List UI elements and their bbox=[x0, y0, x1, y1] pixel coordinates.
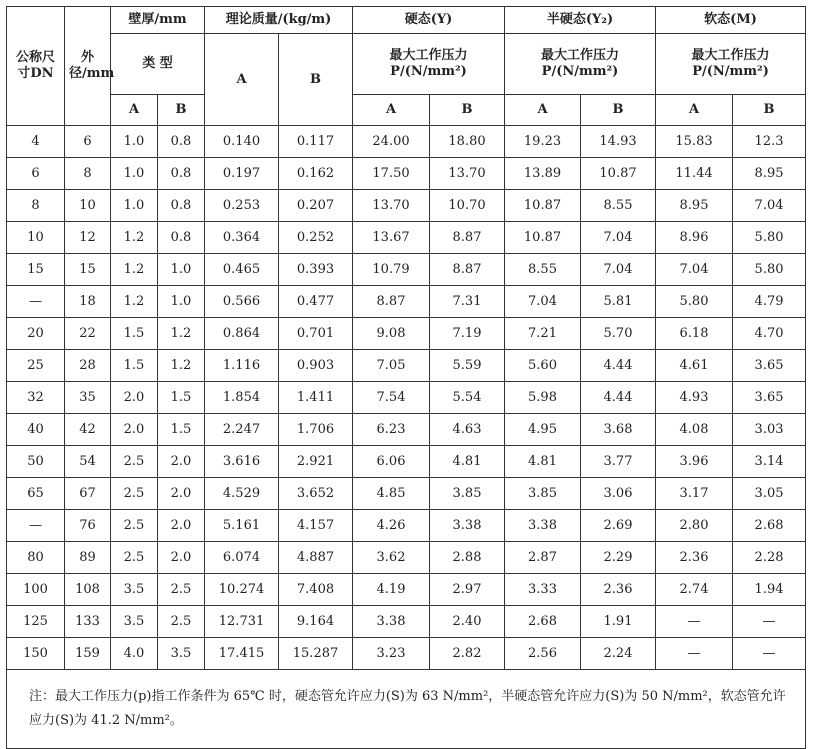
cell-semihard-a: 19.23 bbox=[505, 126, 581, 158]
cell-od: 15 bbox=[65, 254, 111, 286]
cell-mass-a: 10.274 bbox=[205, 574, 279, 606]
cell-mass-b: 15.287 bbox=[279, 638, 353, 670]
cell-wall-a: 1.2 bbox=[111, 254, 158, 286]
cell-soft-a: 4.08 bbox=[656, 414, 733, 446]
cell-hard-a: 3.38 bbox=[353, 606, 430, 638]
cell-semihard-b: 1.91 bbox=[581, 606, 656, 638]
cell-wall-b: 2.0 bbox=[158, 510, 205, 542]
cell-hard-a: 8.87 bbox=[353, 286, 430, 318]
cell-wall-a: 1.5 bbox=[111, 318, 158, 350]
cell-hard-a: 6.06 bbox=[353, 446, 430, 478]
header-semihard-a: A bbox=[505, 95, 581, 126]
cell-dn: 6 bbox=[7, 158, 65, 190]
cell-hard-b: 5.54 bbox=[430, 382, 505, 414]
cell-semihard-a: 4.95 bbox=[505, 414, 581, 446]
cell-hard-a: 6.23 bbox=[353, 414, 430, 446]
cell-soft-b: 3.65 bbox=[733, 350, 806, 382]
cell-dn: — bbox=[7, 286, 65, 318]
cell-od: 35 bbox=[65, 382, 111, 414]
cell-wall-a: 1.0 bbox=[111, 126, 158, 158]
cell-hard-b: 4.63 bbox=[430, 414, 505, 446]
cell-mass-b: 4.887 bbox=[279, 542, 353, 574]
cell-dn: 8 bbox=[7, 190, 65, 222]
table-row bbox=[7, 638, 806, 670]
cell-mass-a: 5.161 bbox=[205, 510, 279, 542]
table-row bbox=[7, 286, 806, 318]
table-row bbox=[7, 158, 806, 190]
cell-od: 54 bbox=[65, 446, 111, 478]
cell-hard-a: 4.19 bbox=[353, 574, 430, 606]
cell-wall-a: 1.2 bbox=[111, 222, 158, 254]
copper-pipe-spec-table bbox=[6, 6, 806, 749]
cell-semihard-a: 10.87 bbox=[505, 222, 581, 254]
cell-semihard-a: 10.87 bbox=[505, 190, 581, 222]
header-od: 外径/mm bbox=[65, 7, 111, 126]
cell-semihard-a: 7.21 bbox=[505, 318, 581, 350]
cell-semihard-a: 8.55 bbox=[505, 254, 581, 286]
cell-mass-a: 4.529 bbox=[205, 478, 279, 510]
cell-wall-a: 2.0 bbox=[111, 414, 158, 446]
cell-soft-b: 2.28 bbox=[733, 542, 806, 574]
cell-dn: 10 bbox=[7, 222, 65, 254]
cell-dn: 100 bbox=[7, 574, 65, 606]
cell-semihard-b: 4.44 bbox=[581, 350, 656, 382]
cell-semihard-b: 3.68 bbox=[581, 414, 656, 446]
header-semihard-b: B bbox=[581, 95, 656, 126]
cell-hard-a: 9.08 bbox=[353, 318, 430, 350]
cell-hard-a: 13.67 bbox=[353, 222, 430, 254]
cell-wall-a: 1.5 bbox=[111, 350, 158, 382]
table-row bbox=[7, 222, 806, 254]
cell-od: 42 bbox=[65, 414, 111, 446]
cell-hard-b: 3.38 bbox=[430, 510, 505, 542]
header-theoretical-mass: 理论质量/(kg/m) bbox=[205, 7, 353, 34]
header-row-1 bbox=[7, 7, 806, 34]
cell-mass-b: 0.903 bbox=[279, 350, 353, 382]
cell-mass-b: 0.117 bbox=[279, 126, 353, 158]
cell-soft-b: 2.68 bbox=[733, 510, 806, 542]
cell-soft-a: 2.74 bbox=[656, 574, 733, 606]
cell-dn: 32 bbox=[7, 382, 65, 414]
cell-mass-b: 0.701 bbox=[279, 318, 353, 350]
cell-soft-b: 7.04 bbox=[733, 190, 806, 222]
cell-wall-b: 0.8 bbox=[158, 158, 205, 190]
header-semihard-state: 半硬态(Y₂) bbox=[505, 7, 656, 34]
cell-wall-a: 1.0 bbox=[111, 190, 158, 222]
cell-soft-a: 8.95 bbox=[656, 190, 733, 222]
cell-hard-a: 7.05 bbox=[353, 350, 430, 382]
cell-mass-b: 9.164 bbox=[279, 606, 353, 638]
cell-hard-b: 8.87 bbox=[430, 222, 505, 254]
table-row bbox=[7, 382, 806, 414]
cell-semihard-b: 5.81 bbox=[581, 286, 656, 318]
cell-soft-b: 1.94 bbox=[733, 574, 806, 606]
cell-wall-b: 3.5 bbox=[158, 638, 205, 670]
table-row bbox=[7, 446, 806, 478]
cell-semihard-b: 4.44 bbox=[581, 382, 656, 414]
cell-hard-b: 2.97 bbox=[430, 574, 505, 606]
cell-wall-b: 0.8 bbox=[158, 126, 205, 158]
cell-dn: 40 bbox=[7, 414, 65, 446]
cell-semihard-b: 14.93 bbox=[581, 126, 656, 158]
cell-wall-b: 1.2 bbox=[158, 350, 205, 382]
cell-mass-a: 17.415 bbox=[205, 638, 279, 670]
cell-wall-a: 2.5 bbox=[111, 510, 158, 542]
header-mass-b: B bbox=[279, 34, 353, 126]
cell-hard-b: 5.59 bbox=[430, 350, 505, 382]
table-row bbox=[7, 478, 806, 510]
cell-soft-b: — bbox=[733, 638, 806, 670]
cell-wall-b: 2.0 bbox=[158, 478, 205, 510]
cell-soft-a: 5.80 bbox=[656, 286, 733, 318]
cell-dn: 4 bbox=[7, 126, 65, 158]
cell-mass-a: 6.074 bbox=[205, 542, 279, 574]
cell-soft-b: 5.80 bbox=[733, 222, 806, 254]
cell-semihard-a: 3.38 bbox=[505, 510, 581, 542]
header-soft-state: 软态(M) bbox=[656, 7, 806, 34]
cell-mass-a: 0.864 bbox=[205, 318, 279, 350]
cell-wall-b: 1.2 bbox=[158, 318, 205, 350]
cell-semihard-a: 2.87 bbox=[505, 542, 581, 574]
cell-mass-b: 3.652 bbox=[279, 478, 353, 510]
cell-hard-b: 13.70 bbox=[430, 158, 505, 190]
table-row bbox=[7, 126, 806, 158]
cell-hard-a: 4.26 bbox=[353, 510, 430, 542]
cell-dn: 65 bbox=[7, 478, 65, 510]
cell-soft-b: 3.14 bbox=[733, 446, 806, 478]
cell-mass-b: 7.408 bbox=[279, 574, 353, 606]
cell-soft-a: 4.61 bbox=[656, 350, 733, 382]
cell-mass-b: 1.411 bbox=[279, 382, 353, 414]
cell-wall-b: 1.0 bbox=[158, 254, 205, 286]
cell-soft-b: 3.05 bbox=[733, 478, 806, 510]
cell-soft-b: 3.65 bbox=[733, 382, 806, 414]
cell-soft-a: 3.17 bbox=[656, 478, 733, 510]
cell-wall-a: 2.5 bbox=[111, 478, 158, 510]
cell-semihard-a: 4.81 bbox=[505, 446, 581, 478]
cell-wall-a: 2.0 bbox=[111, 382, 158, 414]
cell-soft-a: 6.18 bbox=[656, 318, 733, 350]
cell-mass-b: 1.706 bbox=[279, 414, 353, 446]
cell-hard-a: 24.00 bbox=[353, 126, 430, 158]
cell-od: 6 bbox=[65, 126, 111, 158]
cell-soft-a: 3.96 bbox=[656, 446, 733, 478]
cell-soft-a: 4.93 bbox=[656, 382, 733, 414]
table-row bbox=[7, 574, 806, 606]
cell-hard-a: 17.50 bbox=[353, 158, 430, 190]
cell-dn: 25 bbox=[7, 350, 65, 382]
cell-soft-b: 3.03 bbox=[733, 414, 806, 446]
cell-wall-b: 1.5 bbox=[158, 414, 205, 446]
cell-od: 28 bbox=[65, 350, 111, 382]
header-row-2 bbox=[7, 34, 806, 95]
header-hard-a: A bbox=[353, 95, 430, 126]
header-soft-b: B bbox=[733, 95, 806, 126]
header-wall-b: B bbox=[158, 95, 205, 126]
cell-soft-b: 4.70 bbox=[733, 318, 806, 350]
header-hard-state: 硬态(Y) bbox=[353, 7, 505, 34]
cell-soft-a: 8.96 bbox=[656, 222, 733, 254]
cell-mass-a: 1.854 bbox=[205, 382, 279, 414]
cell-mass-b: 0.393 bbox=[279, 254, 353, 286]
table-row bbox=[7, 510, 806, 542]
cell-soft-a: 7.04 bbox=[656, 254, 733, 286]
cell-wall-a: 1.2 bbox=[111, 286, 158, 318]
cell-dn: — bbox=[7, 510, 65, 542]
cell-wall-b: 2.5 bbox=[158, 606, 205, 638]
cell-semihard-a: 2.68 bbox=[505, 606, 581, 638]
cell-semihard-b: 3.77 bbox=[581, 446, 656, 478]
cell-hard-a: 13.70 bbox=[353, 190, 430, 222]
cell-hard-a: 7.54 bbox=[353, 382, 430, 414]
cell-hard-b: 2.82 bbox=[430, 638, 505, 670]
cell-wall-b: 2.5 bbox=[158, 574, 205, 606]
table-row bbox=[7, 542, 806, 574]
cell-wall-a: 3.5 bbox=[111, 606, 158, 638]
cell-mass-b: 0.252 bbox=[279, 222, 353, 254]
cell-od: 8 bbox=[65, 158, 111, 190]
cell-hard-b: 8.87 bbox=[430, 254, 505, 286]
cell-semihard-a: 5.98 bbox=[505, 382, 581, 414]
table-body bbox=[7, 7, 806, 749]
cell-mass-a: 1.116 bbox=[205, 350, 279, 382]
cell-wall-b: 2.0 bbox=[158, 446, 205, 478]
cell-wall-a: 1.0 bbox=[111, 158, 158, 190]
cell-mass-a: 0.140 bbox=[205, 126, 279, 158]
cell-semihard-b: 8.55 bbox=[581, 190, 656, 222]
cell-semihard-a: 5.60 bbox=[505, 350, 581, 382]
header-mass-a: A bbox=[205, 34, 279, 126]
cell-semihard-a: 13.89 bbox=[505, 158, 581, 190]
cell-dn: 125 bbox=[7, 606, 65, 638]
cell-dn: 50 bbox=[7, 446, 65, 478]
cell-od: 10 bbox=[65, 190, 111, 222]
cell-semihard-a: 3.33 bbox=[505, 574, 581, 606]
cell-wall-b: 0.8 bbox=[158, 190, 205, 222]
cell-mass-a: 3.616 bbox=[205, 446, 279, 478]
cell-hard-b: 4.81 bbox=[430, 446, 505, 478]
cell-semihard-b: 2.29 bbox=[581, 542, 656, 574]
cell-mass-a: 0.253 bbox=[205, 190, 279, 222]
cell-mass-b: 0.162 bbox=[279, 158, 353, 190]
cell-soft-a: 2.36 bbox=[656, 542, 733, 574]
cell-od: 22 bbox=[65, 318, 111, 350]
cell-mass-b: 2.921 bbox=[279, 446, 353, 478]
cell-od: 76 bbox=[65, 510, 111, 542]
header-soft-pressure: 最大工作压力 P/(N/mm²) bbox=[656, 34, 806, 95]
cell-wall-a: 2.5 bbox=[111, 542, 158, 574]
cell-mass-a: 0.465 bbox=[205, 254, 279, 286]
header-dn: 公称尺寸DN bbox=[7, 7, 65, 126]
header-type: 类 型 bbox=[111, 34, 205, 95]
cell-hard-a: 3.62 bbox=[353, 542, 430, 574]
cell-soft-a: 11.44 bbox=[656, 158, 733, 190]
header-wall-a: A bbox=[111, 95, 158, 126]
cell-wall-b: 1.0 bbox=[158, 286, 205, 318]
cell-hard-b: 7.31 bbox=[430, 286, 505, 318]
cell-od: 159 bbox=[65, 638, 111, 670]
table-row bbox=[7, 254, 806, 286]
header-row-3 bbox=[7, 95, 806, 126]
cell-soft-b: 12.3 bbox=[733, 126, 806, 158]
cell-semihard-b: 7.04 bbox=[581, 222, 656, 254]
cell-wall-a: 3.5 bbox=[111, 574, 158, 606]
cell-hard-b: 3.85 bbox=[430, 478, 505, 510]
cell-semihard-b: 7.04 bbox=[581, 254, 656, 286]
cell-semihard-b: 5.70 bbox=[581, 318, 656, 350]
header-semihard-pressure: 最大工作压力 P/(N/mm²) bbox=[505, 34, 656, 95]
header-soft-a: A bbox=[656, 95, 733, 126]
cell-mass-a: 0.197 bbox=[205, 158, 279, 190]
cell-hard-b: 18.80 bbox=[430, 126, 505, 158]
cell-soft-a: — bbox=[656, 638, 733, 670]
cell-soft-a: — bbox=[656, 606, 733, 638]
cell-wall-a: 2.5 bbox=[111, 446, 158, 478]
cell-semihard-a: 3.85 bbox=[505, 478, 581, 510]
cell-wall-b: 2.0 bbox=[158, 542, 205, 574]
header-hard-pressure: 最大工作压力 P/(N/mm²) bbox=[353, 34, 505, 95]
cell-od: 12 bbox=[65, 222, 111, 254]
cell-soft-a: 15.83 bbox=[656, 126, 733, 158]
cell-semihard-b: 3.06 bbox=[581, 478, 656, 510]
cell-semihard-b: 2.69 bbox=[581, 510, 656, 542]
cell-hard-b: 2.88 bbox=[430, 542, 505, 574]
cell-soft-b: 4.79 bbox=[733, 286, 806, 318]
cell-hard-b: 10.70 bbox=[430, 190, 505, 222]
header-wall-thickness: 壁厚/mm bbox=[111, 7, 205, 34]
cell-mass-a: 0.364 bbox=[205, 222, 279, 254]
cell-hard-a: 10.79 bbox=[353, 254, 430, 286]
table-row bbox=[7, 190, 806, 222]
cell-hard-b: 7.19 bbox=[430, 318, 505, 350]
header-hard-b: B bbox=[430, 95, 505, 126]
cell-mass-b: 0.477 bbox=[279, 286, 353, 318]
table-row bbox=[7, 350, 806, 382]
cell-wall-b: 0.8 bbox=[158, 222, 205, 254]
cell-hard-a: 4.85 bbox=[353, 478, 430, 510]
cell-hard-a: 3.23 bbox=[353, 638, 430, 670]
cell-mass-b: 4.157 bbox=[279, 510, 353, 542]
table-row bbox=[7, 318, 806, 350]
cell-semihard-b: 10.87 bbox=[581, 158, 656, 190]
cell-wall-b: 1.5 bbox=[158, 382, 205, 414]
cell-mass-a: 0.566 bbox=[205, 286, 279, 318]
table-row bbox=[7, 414, 806, 446]
cell-dn: 150 bbox=[7, 638, 65, 670]
cell-semihard-a: 7.04 bbox=[505, 286, 581, 318]
cell-soft-b: — bbox=[733, 606, 806, 638]
cell-semihard-a: 2.56 bbox=[505, 638, 581, 670]
cell-od: 18 bbox=[65, 286, 111, 318]
cell-mass-a: 12.731 bbox=[205, 606, 279, 638]
cell-semihard-b: 2.24 bbox=[581, 638, 656, 670]
cell-wall-a: 4.0 bbox=[111, 638, 158, 670]
table-row bbox=[7, 606, 806, 638]
cell-dn: 15 bbox=[7, 254, 65, 286]
cell-semihard-b: 2.36 bbox=[581, 574, 656, 606]
cell-od: 89 bbox=[65, 542, 111, 574]
cell-mass-b: 0.207 bbox=[279, 190, 353, 222]
cell-od: 67 bbox=[65, 478, 111, 510]
cell-od: 108 bbox=[65, 574, 111, 606]
cell-soft-b: 5.80 bbox=[733, 254, 806, 286]
cell-mass-a: 2.247 bbox=[205, 414, 279, 446]
cell-soft-b: 8.95 bbox=[733, 158, 806, 190]
cell-hard-b: 2.40 bbox=[430, 606, 505, 638]
table-note: 注：最大工作压力(p)指工作条件为 65℃ 时，硬态管允许应力(S)为 63 N/mm²，半硬态管允许应力(S)为 50 N/mm²，软态管允许应力(S)为 41.2 N/mm²。 bbox=[7, 670, 806, 749]
cell-dn: 80 bbox=[7, 542, 65, 574]
spec-table-container bbox=[6, 6, 805, 749]
cell-dn: 20 bbox=[7, 318, 65, 350]
cell-soft-a: 2.80 bbox=[656, 510, 733, 542]
cell-od: 133 bbox=[65, 606, 111, 638]
